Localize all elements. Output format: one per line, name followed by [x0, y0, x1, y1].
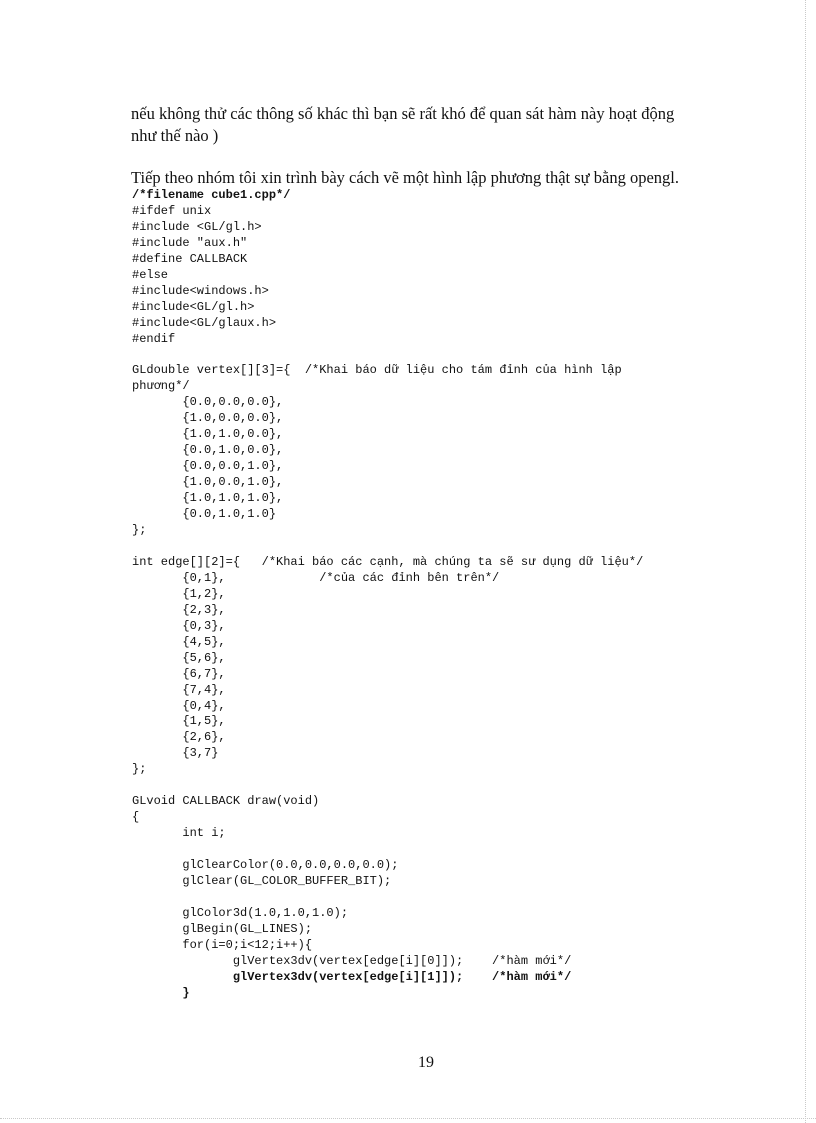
code-line: #include<GL/gl.h> [132, 299, 255, 314]
code-line: glVertex3dv(vertex[edge[i][1]]); /*hàm mới*/ [132, 969, 572, 984]
code-line: GLdouble vertex[][3]={ /*Khai báo dữ liệu cho tám đỉnh của hình lập [132, 363, 622, 378]
intro-line-2: như thế nào ) [131, 126, 219, 145]
code-line: {6,7}, [132, 666, 226, 681]
code-line: {0,1}, /*của các đỉnh bên trên*/ [132, 570, 500, 585]
code-line: {2,3}, [132, 602, 226, 617]
code-line: int i; [132, 826, 226, 841]
code-line: #define CALLBACK [132, 251, 248, 266]
code-line: #include<GL/glaux.h> [132, 315, 277, 330]
code-line: #include "aux.h" [132, 235, 248, 250]
code-line: phương*/ [132, 379, 190, 394]
code-line: } [132, 985, 190, 1000]
code-line: {1.0,0.0,0.0}, [132, 411, 284, 426]
code-line: #endif [132, 331, 176, 346]
code-line: glBegin(GL_LINES); [132, 921, 313, 936]
code-line: {1.0,1.0,0.0}, [132, 427, 284, 442]
code-line: #include <GL/gl.h> [132, 219, 262, 234]
code-line: {4,5}, [132, 634, 226, 649]
code-line: glClearColor(0.0,0.0,0.0,0.0); [132, 858, 399, 873]
code-line: {1,2}, [132, 586, 226, 601]
code-line: /*filename cube1.cpp*/ [132, 188, 291, 202]
cube-intro-paragraph: Tiếp theo nhóm tôi xin trình bày cách vẽ một hình lập phương thật sự bằng opengl. [131, 168, 679, 187]
code-line: glClear(GL_COLOR_BUFFER_BIT); [132, 873, 392, 888]
code-line: {0.0,0.0,1.0}, [132, 459, 284, 474]
intro-paragraph [131, 103, 731, 147]
code-line: #include<windows.h> [132, 283, 269, 298]
code-line: }; [132, 523, 147, 538]
code-listing [132, 188, 643, 1002]
code-line: {1.0,0.0,1.0}, [132, 475, 284, 490]
code-line: #else [132, 267, 169, 282]
code-line: {0,4}, [132, 698, 226, 713]
code-line: {0.0,1.0,0.0}, [132, 443, 284, 458]
intro-line-1: nếu không thử các thông số khác thì bạn sẽ rất khó để quan sát hàm này hoạt động [131, 104, 675, 123]
page-edge-bottom [0, 1118, 816, 1119]
code-line: {0.0,0.0,0.0}, [132, 395, 284, 410]
code-line: int edge[][2]={ /*Khai báo các cạnh, mà chúng ta sẽ sư dụng dữ liệu*/ [132, 554, 644, 569]
page-number: 19 [418, 1054, 434, 1071]
page-edge-right [805, 0, 806, 1123]
code-line: {1.0,1.0,1.0}, [132, 491, 284, 506]
code-line: #ifdef unix [132, 203, 212, 218]
code-line: glVertex3dv(vertex[edge[i][0]]); /*hàm mới*/ [132, 953, 572, 968]
code-line: {3,7} [132, 746, 219, 761]
code-line: {0,3}, [132, 618, 226, 633]
code-line: {0.0,1.0,1.0} [132, 507, 277, 522]
code-line: glColor3d(1.0,1.0,1.0); [132, 905, 349, 920]
code-line: {1,5}, [132, 714, 226, 729]
code-line: { [132, 810, 140, 825]
code-line: {2,6}, [132, 730, 226, 745]
code-line: }; [132, 762, 147, 777]
code-line: GLvoid CALLBACK draw(void) [132, 794, 320, 809]
code-line: for(i=0;i<12;i++){ [132, 937, 313, 952]
code-line: {7,4}, [132, 682, 226, 697]
code-line: {5,6}, [132, 650, 226, 665]
